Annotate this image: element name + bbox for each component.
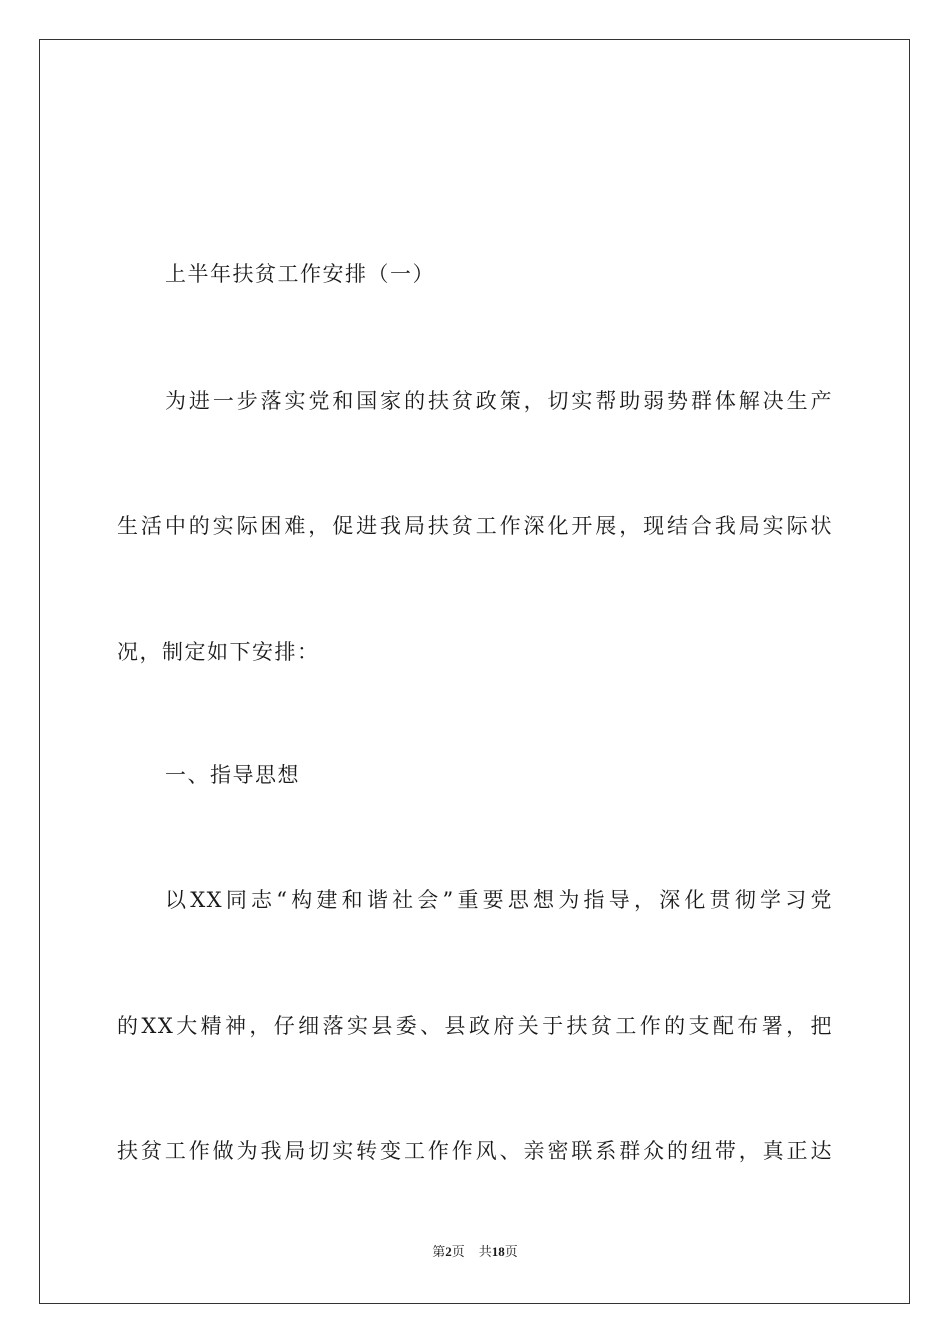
paragraph-line-text: 生活中的实际困难，促进我局扶贫工作深化开展，现结合我局实际状 [117, 514, 833, 538]
footer-page-suffix: 页 [451, 1244, 465, 1259]
paragraph-line [165, 885, 833, 915]
section-heading: 一、指导思想 [165, 763, 300, 787]
paragraph-line-text: 为进一步落实党和国家的扶贫政策，切实帮助弱势群体解决生产 [165, 389, 833, 413]
paragraph-line-text: 的XX大精神，仔细落实县委、县政府关于扶贫工作的支配布署，把 [117, 1014, 833, 1038]
paragraph-line [117, 1136, 833, 1166]
document-title: 上半年扶贫工作安排（一） [165, 262, 435, 286]
footer-page-number: 2 [445, 1244, 452, 1259]
footer-page-prefix: 第 [432, 1244, 446, 1259]
page-footer [0, 1243, 950, 1261]
paragraph-line [117, 1011, 833, 1041]
footer-total-prefix: 共 [478, 1244, 492, 1259]
paragraph-line-last: 况，制定如下安排： [117, 640, 320, 664]
paragraph-line [165, 386, 833, 416]
page-border [39, 39, 910, 1304]
footer-total-number: 18 [491, 1244, 505, 1259]
paragraph-line-text: 扶贫工作做为我局切实转变工作作风、亲密联系群众的纽带，真正达 [117, 1139, 833, 1163]
paragraph-line [117, 511, 833, 541]
footer-total-suffix: 页 [504, 1244, 518, 1259]
paragraph-line-text: 以XX同志“构建和谐社会”重要思想为指导，深化贯彻学习党 [165, 888, 833, 912]
